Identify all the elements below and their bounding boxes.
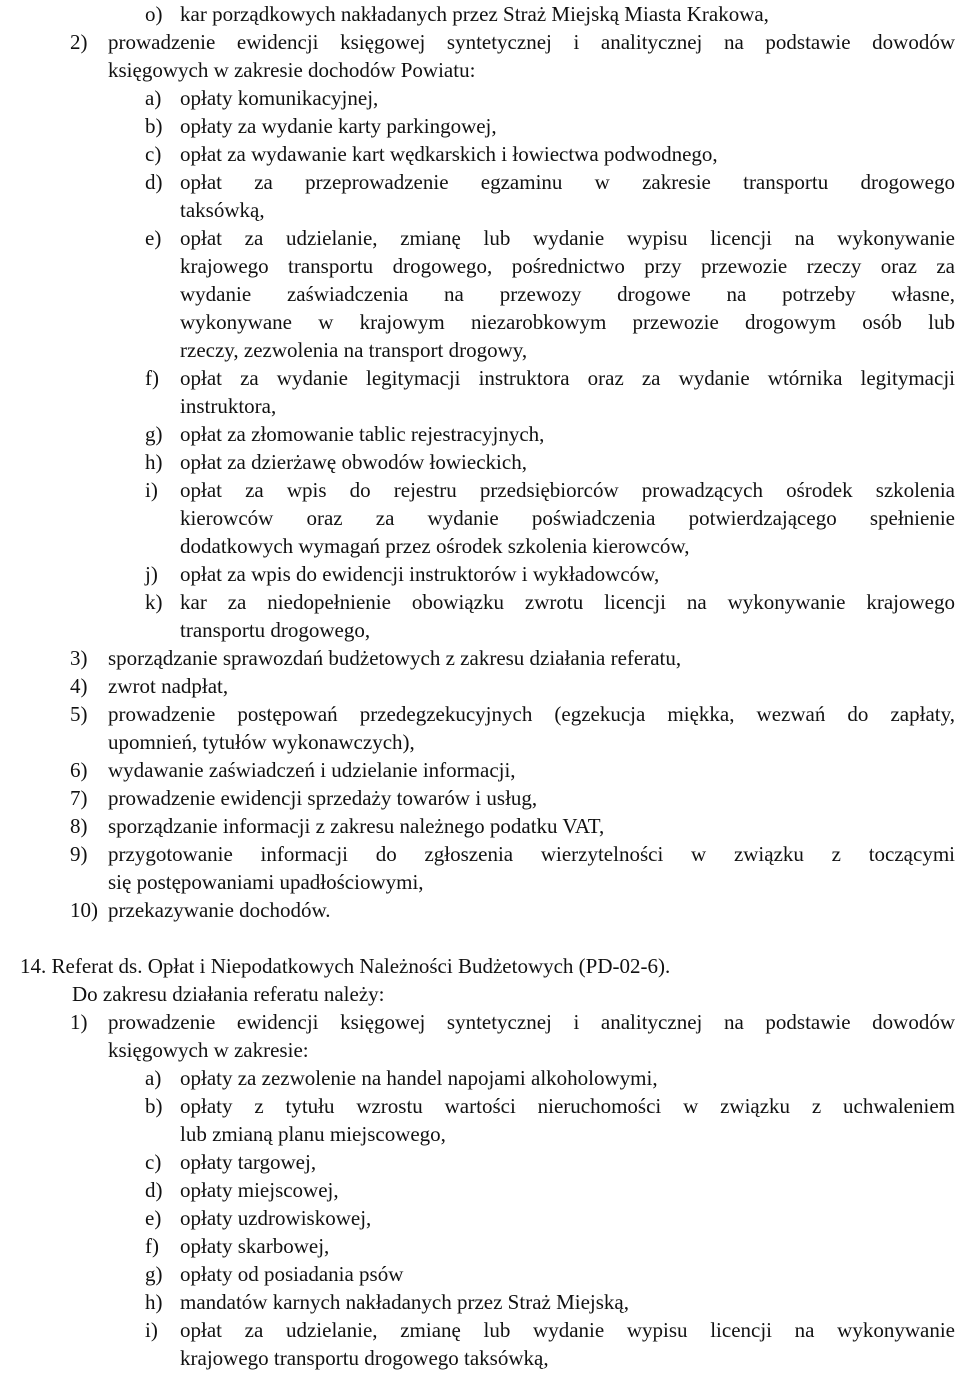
line-text: prowadzenie ewidencji księgowej syntetycznej i analitycznej na podstawie dowodów <box>108 30 955 54</box>
list-marker: j) <box>145 562 158 586</box>
document-line <box>0 1148 960 1176</box>
line-text: opłat za złomowanie tablic rejestracyjnych, <box>180 422 545 446</box>
document-line <box>0 756 960 784</box>
line-text: opłat za wydawanie kart wędkarskich i łowiectwa podwodnego, <box>180 142 718 166</box>
document-line <box>0 308 960 336</box>
document-line <box>0 672 960 700</box>
document-line <box>0 196 960 224</box>
line-text: sporządzanie sprawozdań budżetowych z zakresu działania referatu, <box>108 646 682 670</box>
document-line <box>0 504 960 532</box>
document-line <box>0 784 960 812</box>
list-marker: d) <box>145 170 163 194</box>
line-text: instruktora, <box>180 394 277 418</box>
line-text: wydanie zaświadczenia na przewozy drogowe na potrzeby własne, <box>180 282 955 306</box>
document-line <box>0 728 960 756</box>
document-line <box>0 1232 960 1260</box>
list-marker: g) <box>145 1262 163 1286</box>
list-marker: 3) <box>70 646 88 670</box>
line-text: przygotowanie informacji do zgłoszenia wierzytelności w związku z toczącymi <box>108 842 955 866</box>
document-line <box>0 1176 960 1204</box>
list-marker: 2) <box>70 30 88 54</box>
line-text: prowadzenie ewidencji księgowej syntetycznej i analitycznej na podstawie dowodów <box>108 1010 955 1034</box>
document-line <box>0 532 960 560</box>
document-line <box>0 1260 960 1288</box>
document-line <box>0 1036 960 1064</box>
list-marker: i) <box>145 478 158 502</box>
line-text: opłaty miejscowej, <box>180 1178 339 1202</box>
document-line <box>0 84 960 112</box>
document-line <box>0 448 960 476</box>
line-text: sporządzanie informacji z zakresu należnego podatku VAT, <box>108 814 605 838</box>
line-text: kierowców oraz za wydanie poświadczenia potwierdzającego spełnienie <box>180 506 955 530</box>
document-line <box>0 868 960 896</box>
line-text: Do zakresu działania referatu należy: <box>72 982 385 1006</box>
document-line <box>0 700 960 728</box>
line-text: krajowego transportu drogowego taksówką, <box>180 1346 549 1370</box>
list-marker: b) <box>145 114 163 138</box>
line-text: lub zmianą planu miejscowego, <box>180 1122 446 1146</box>
document-line <box>0 1316 960 1344</box>
section-heading: 14. Referat ds. Opłat i Niepodatkowych Należności Budżetowych (PD-02-6). <box>20 954 671 978</box>
document-line <box>0 840 960 868</box>
list-marker: b) <box>145 1094 163 1118</box>
document-line <box>0 476 960 504</box>
list-marker: h) <box>145 450 163 474</box>
list-marker: 1) <box>70 1010 88 1034</box>
line-text: księgowych w zakresie dochodów Powiatu: <box>108 58 476 82</box>
list-marker: h) <box>145 1290 163 1314</box>
line-text: opłat za wpis do ewidencji instruktorów i wykładowców, <box>180 562 660 586</box>
line-text: opłaty od posiadania psów <box>180 1262 404 1286</box>
document-line <box>0 588 960 616</box>
line-text: taksówką, <box>180 198 265 222</box>
line-text: opłat za przeprowadzenie egzaminu w zakresie transportu drogowego <box>180 170 955 194</box>
document-line <box>0 1344 960 1372</box>
line-text: opłaty skarbowej, <box>180 1234 330 1258</box>
document-line <box>0 392 960 420</box>
document-line <box>0 1064 960 1092</box>
line-text: opłat za dzierżawę obwodów łowieckich, <box>180 450 527 474</box>
list-marker: c) <box>145 1150 162 1174</box>
list-marker: g) <box>145 422 163 446</box>
document-line <box>0 0 960 28</box>
list-marker: a) <box>145 86 162 110</box>
document-line <box>0 1008 960 1036</box>
document-line <box>0 280 960 308</box>
line-text: zwrot nadpłat, <box>108 674 229 698</box>
list-marker: 7) <box>70 786 88 810</box>
line-text: opłaty za zezwolenie na handel napojami alkoholowymi, <box>180 1066 658 1090</box>
line-text: prowadzenie postępowań przedegzekucyjnych (egzekucja miękka, wezwań do zapłaty, <box>108 702 955 726</box>
document-line <box>0 644 960 672</box>
document-line <box>0 28 960 56</box>
document-line <box>0 1288 960 1316</box>
document-line <box>0 252 960 280</box>
document-line <box>0 112 960 140</box>
line-text: opłat za wpis do rejestru przedsiębiorców prowadzących ośrodek szkolenia <box>180 478 955 502</box>
list-marker: 5) <box>70 702 88 726</box>
list-marker: 9) <box>70 842 88 866</box>
line-text: księgowych w zakresie: <box>108 1038 309 1062</box>
document-line <box>0 952 960 980</box>
document-line <box>0 364 960 392</box>
document-line <box>0 56 960 84</box>
list-marker: 10) <box>70 898 98 922</box>
line-text: opłaty komunikacyjnej, <box>180 86 379 110</box>
list-marker: a) <box>145 1066 162 1090</box>
line-text: opłat za udzielanie, zmianę lub wydanie wypisu licencji na wykonywanie <box>180 226 955 250</box>
line-text: kar za niedopełnienie obowiązku zwrotu licencji na wykonywanie krajowego <box>180 590 955 614</box>
document-line <box>0 980 960 1008</box>
line-text: mandatów karnych nakładanych przez Straż Miejską, <box>180 1290 629 1314</box>
line-text: przekazywanie dochodów. <box>108 898 331 922</box>
line-text: krajowego transportu drogowego, pośrednictwo przy przewozie rzeczy oraz za <box>180 254 955 278</box>
line-text: wydawanie zaświadczeń i udzielanie informacji, <box>108 758 516 782</box>
document-line <box>0 1092 960 1120</box>
list-marker: i) <box>145 1318 158 1342</box>
list-marker: k) <box>145 590 163 614</box>
line-text: kar porządkowych nakładanych przez Straż Miejską Miasta Krakowa, <box>180 2 769 26</box>
list-marker: 8) <box>70 814 88 838</box>
line-text: upomnień, tytułów wykonawczych), <box>108 730 415 754</box>
list-marker: f) <box>145 366 159 390</box>
document-line <box>0 1204 960 1232</box>
document-line <box>0 420 960 448</box>
list-marker: e) <box>145 226 162 250</box>
document-line <box>0 224 960 252</box>
document-line <box>0 812 960 840</box>
document-line <box>0 1120 960 1148</box>
line-text: opłat za udzielanie, zmianę lub wydanie wypisu licencji na wykonywanie <box>180 1318 955 1342</box>
line-text: opłaty z tytułu wzrostu wartości nieruchomości w związku z uchwaleniem <box>180 1094 955 1118</box>
line-text: prowadzenie ewidencji sprzedaży towarów i usług, <box>108 786 538 810</box>
document-line <box>0 336 960 364</box>
list-marker: f) <box>145 1234 159 1258</box>
line-text: opłaty uzdrowiskowej, <box>180 1206 372 1230</box>
list-marker: o) <box>145 2 163 26</box>
document-line <box>0 616 960 644</box>
document-line <box>0 168 960 196</box>
line-text: opłaty targowej, <box>180 1150 317 1174</box>
document-line <box>0 140 960 168</box>
list-marker: e) <box>145 1206 162 1230</box>
list-marker: d) <box>145 1178 163 1202</box>
line-text: się postępowaniami upadłościowymi, <box>108 870 424 894</box>
line-text: opłat za wydanie legitymacji instruktora oraz za wydanie wtórnika legitymacji <box>180 366 955 390</box>
line-text: wykonywane w krajowym niezarobkowym przewozie drogowym osób lub <box>180 310 955 334</box>
list-marker: 4) <box>70 674 88 698</box>
line-text: dodatkowych wymagań przez ośrodek szkolenia kierowców, <box>180 534 690 558</box>
line-text: opłaty za wydanie karty parkingowej, <box>180 114 497 138</box>
list-marker: 6) <box>70 758 88 782</box>
document-line <box>0 560 960 588</box>
line-text: rzeczy, zezwolenia na transport drogowy, <box>180 338 528 362</box>
document-line <box>0 896 960 924</box>
list-marker: c) <box>145 142 162 166</box>
line-text: transportu drogowego, <box>180 618 371 642</box>
